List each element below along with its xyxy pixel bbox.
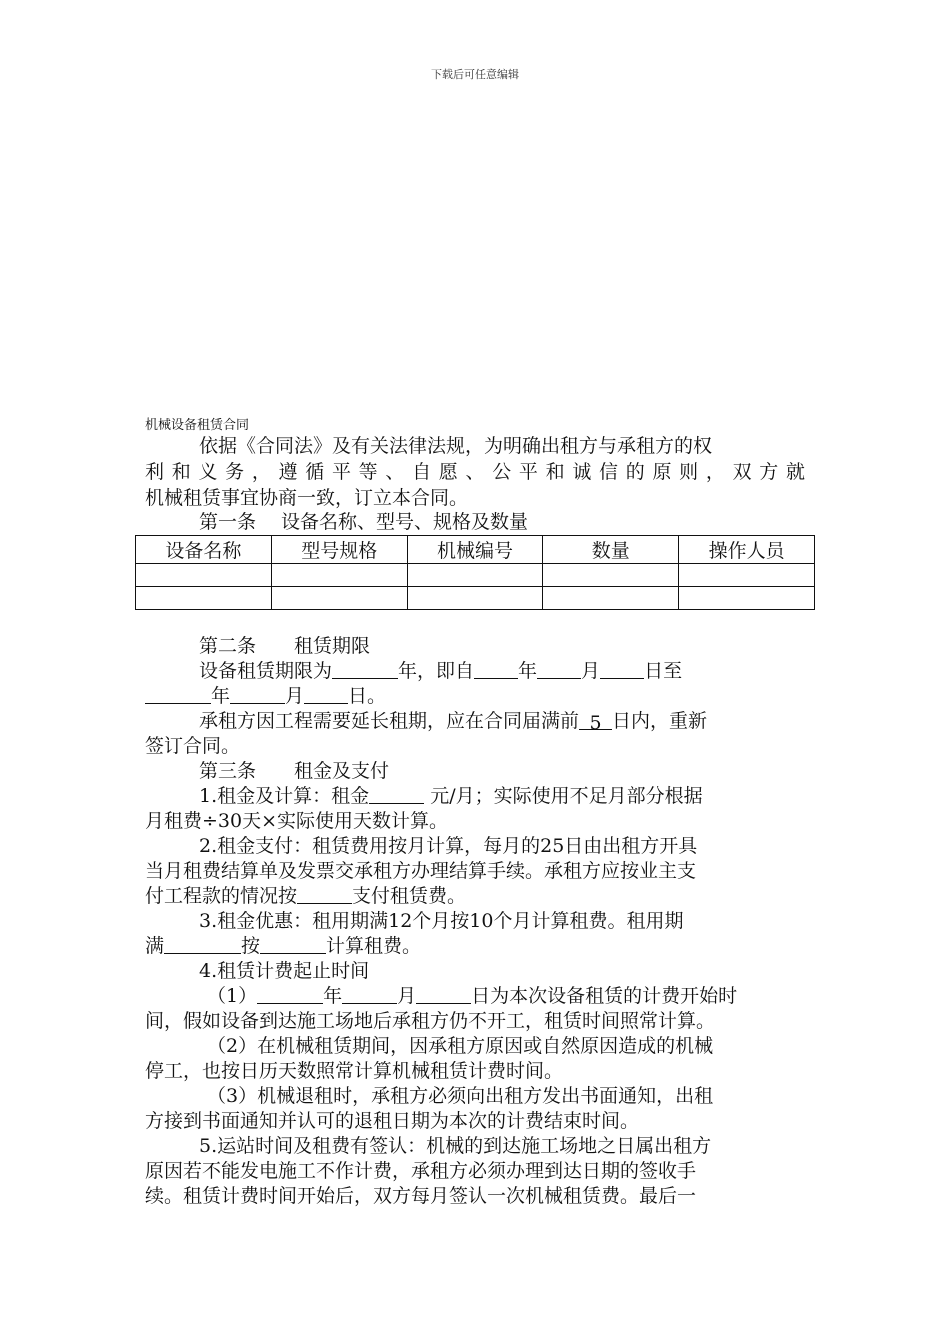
table-cell [543, 587, 679, 610]
text: 满 [145, 935, 165, 957]
rent-discount-line [145, 934, 421, 958]
blank-field [230, 685, 285, 704]
blank-field [145, 685, 211, 704]
days-field: 5 [579, 711, 612, 730]
article2-term-line [145, 684, 386, 708]
rent-payment-line: 当月租费结算单及发票交承租方办理结算手续。承租方应按业主支 [145, 860, 697, 882]
blank-field [416, 985, 471, 1004]
billing-stoppage-line: （2）在机械租赁期间，因承租方原因或自然原因造成的机械 [207, 1035, 714, 1057]
blank-field [474, 660, 518, 679]
equipment-table [135, 535, 815, 610]
text: 年 [323, 985, 343, 1007]
document-title: 机械设备租赁合同 [145, 418, 250, 433]
table-row [136, 564, 815, 587]
billing-period-heading: 4.租赁计费起止时间 [199, 960, 370, 982]
table-cell [407, 587, 543, 610]
billing-start-line: 间，假如设备到达施工场地后承租方仍不开工，租赁时间照常计算。 [145, 1010, 716, 1032]
text: 日。 [348, 685, 387, 707]
text: 1.租金及计算：租金 [199, 785, 370, 807]
article2-term-line [199, 659, 682, 683]
text: 年，即自 [398, 660, 475, 682]
blank-field [332, 660, 398, 679]
table-cell [679, 564, 815, 587]
text: 月 [285, 685, 305, 707]
blank-field [164, 935, 241, 954]
arrival-sign-line: 5.运站时间及租费有签认：机械的到达施工场地之日属出租方 [199, 1135, 712, 1157]
article1-heading: 第一条 设备名称、型号、规格及数量 [199, 511, 529, 533]
arrival-sign-line: 原因若不能发电施工不作计费，承租方必须办理到达日期的签收手 [145, 1160, 697, 1182]
text: 设备租赁期限为 [199, 660, 333, 682]
table-header-row [136, 536, 815, 564]
text: 日至 [644, 660, 683, 682]
blank-field [369, 785, 424, 804]
table-header-cell: 操作人员 [679, 536, 815, 564]
text: 日内，重新 [612, 710, 708, 732]
blank-field [297, 885, 352, 904]
text: 付工程款的情况按 [145, 885, 298, 907]
table-row [136, 587, 815, 610]
table-cell [543, 564, 679, 587]
table-cell [136, 564, 272, 587]
table-cell [136, 587, 272, 610]
table-cell [271, 564, 407, 587]
billing-start-line [207, 984, 737, 1008]
preamble-line: 利和义务，遵循平等、自愿、公平和诚信的原则，双方就 [145, 461, 805, 483]
rent-calc-line [199, 784, 703, 808]
table-header-cell: 数量 [543, 536, 679, 564]
billing-end-line: 方接到书面通知并认可的退租日期为本次的计费结束时间。 [145, 1110, 640, 1132]
table-cell [407, 564, 543, 587]
blank-field [600, 660, 644, 679]
table-cell [679, 587, 815, 610]
article2-extension-line [199, 709, 707, 733]
table-header-cell: 机械编号 [407, 536, 543, 564]
rent-discount-line: 3.租金优惠：租用期满12个月按10个月计算租费。租用期 [199, 910, 684, 932]
text: 日为本次设备租赁的计费开始时 [471, 985, 738, 1007]
blank-field [260, 935, 326, 954]
article3-heading: 第三条 租金及支付 [199, 760, 390, 782]
text: 年 [518, 660, 538, 682]
text: 元/月；实际使用不足月部分根据 [430, 785, 703, 807]
preamble-line: 机械租赁事宜协商一致，订立本合同。 [145, 487, 469, 509]
article2-extension-line: 签订合同。 [145, 735, 241, 757]
text: 承租方因工程需要延长租期，应在合同届满前 [199, 710, 580, 732]
billing-stoppage-line: 停工，也按日历天数照常计算机械租赁计费时间。 [145, 1060, 564, 1082]
text: 计算租费。 [326, 935, 422, 957]
text: 年 [211, 685, 231, 707]
blank-field [257, 985, 323, 1004]
article2-heading: 第二条 租赁期限 [199, 635, 371, 657]
text: （1） [207, 985, 258, 1007]
blank-field [537, 660, 581, 679]
preamble-line: 依据《合同法》及有关法律法规，为明确出租方与承租方的权 [199, 435, 713, 457]
table-cell [271, 587, 407, 610]
rent-payment-line: 2.租金支付：租赁费用按月计算，每月的25日由出租方开具 [199, 835, 698, 857]
blank-field [304, 685, 348, 704]
table-header-cell: 设备名称 [136, 536, 272, 564]
rent-calc-line: 月租费÷30天×实际使用天数计算。 [145, 810, 449, 832]
blank-field [342, 985, 397, 1004]
arrival-sign-line: 续。租赁计费时间开始后，双方每月签认一次机械租赁费。最后一 [145, 1185, 697, 1207]
rent-payment-line [145, 884, 466, 908]
text: 月 [581, 660, 601, 682]
table-header-cell: 型号规格 [271, 536, 407, 564]
billing-end-line: （3）机械退租时，承租方必须向出租方发出书面通知，出租 [207, 1085, 714, 1107]
text: 月 [397, 985, 417, 1007]
header-note: 下载后可任意编辑 [431, 68, 519, 81]
text: 按 [241, 935, 261, 957]
text: 支付租赁费。 [352, 885, 467, 907]
